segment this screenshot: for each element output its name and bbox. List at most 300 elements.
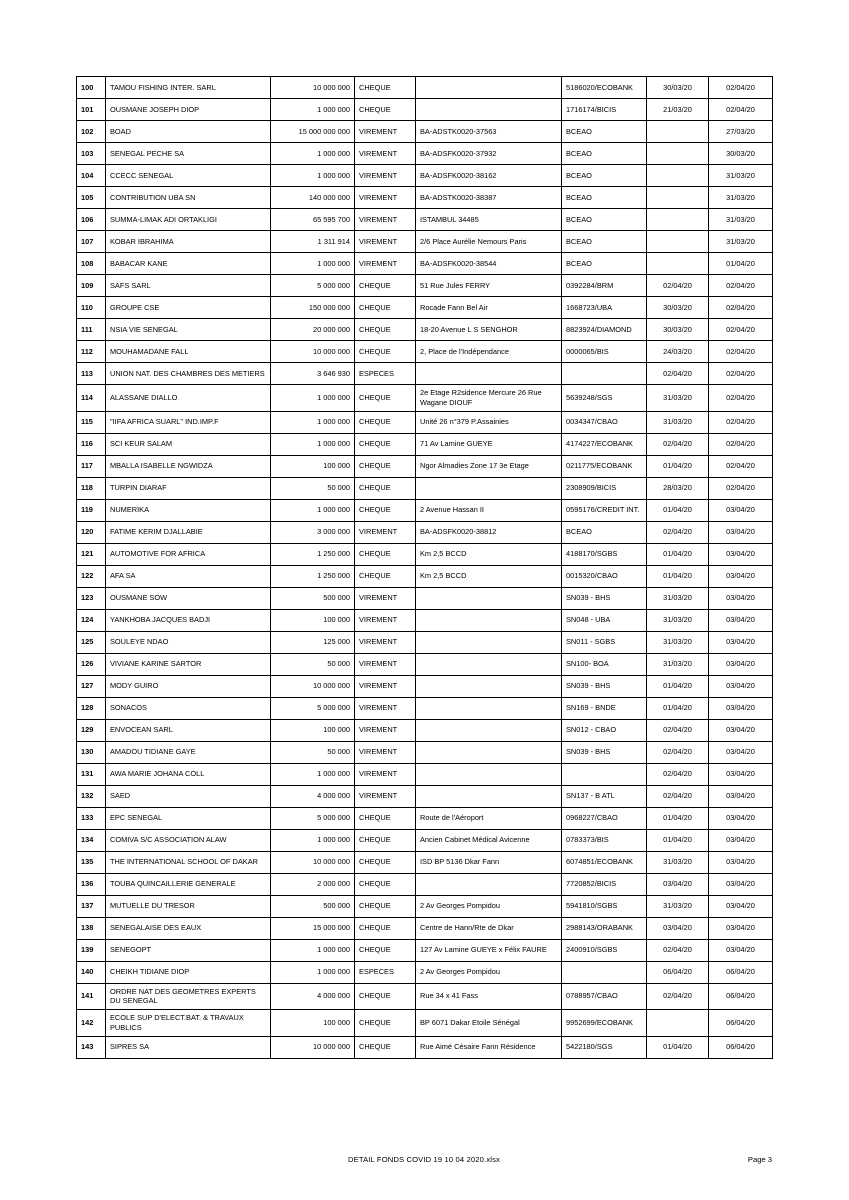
amount: 2 000 000 [271,873,355,895]
beneficiary-name: ENVOCEAN SARL [106,719,271,741]
amount: 1 000 000 [271,165,355,187]
row-number: 143 [77,1036,106,1058]
address: ISD BP 5136 Dkar Fann [416,851,562,873]
address: 2 Avenue Hassan II [416,499,562,521]
bank-reference: 0034347/CBAO [562,411,647,433]
table-row [77,587,773,609]
table-row [77,77,773,99]
amount: 1 311 914 [271,231,355,253]
row-number: 107 [77,231,106,253]
date-received: 02/04/20 [647,275,709,297]
date-received [647,253,709,275]
address [416,785,562,807]
row-number: 113 [77,363,106,385]
date-received: 06/04/20 [647,961,709,983]
address: 127 Av Lamine GUEYE x Félix FAURE [416,939,562,961]
bank-reference: SN039 - BHS [562,587,647,609]
amount: 3 646 930 [271,363,355,385]
date-received: 02/04/20 [647,521,709,543]
amount: 150 000 000 [271,297,355,319]
beneficiary-name: SUMMA-LIMAK ADI ORTAKLIGI [106,209,271,231]
table-row [77,895,773,917]
date-recorded: 03/04/20 [709,851,773,873]
table-row [77,411,773,433]
table-row [77,565,773,587]
payment-mode: CHEQUE [355,939,416,961]
row-number: 137 [77,895,106,917]
date-recorded: 03/04/20 [709,653,773,675]
row-number: 134 [77,829,106,851]
footer-page-number: Page 3 [747,1155,772,1164]
bank-reference: 4188170/SGBS [562,543,647,565]
payment-mode: CHEQUE [355,565,416,587]
amount: 20 000 000 [271,319,355,341]
row-number: 124 [77,609,106,631]
date-received: 30/03/20 [647,319,709,341]
date-recorded: 02/04/20 [709,297,773,319]
date-recorded: 02/04/20 [709,275,773,297]
address: BA-ADSFK0020-37932 [416,143,562,165]
address [416,363,562,385]
date-recorded: 02/04/20 [709,455,773,477]
date-received: 30/03/20 [647,297,709,319]
date-recorded: 02/04/20 [709,99,773,121]
beneficiary-name: COMIVA S/C ASSOCIATION ALAW [106,829,271,851]
table-row [77,697,773,719]
date-received: 02/04/20 [647,763,709,785]
bank-reference: BCEAO [562,187,647,209]
amount: 1 000 000 [271,939,355,961]
row-number: 133 [77,807,106,829]
bank-reference: 5422180/SGS [562,1036,647,1058]
date-recorded: 03/04/20 [709,807,773,829]
address [416,653,562,675]
table-row [77,433,773,455]
payment-mode: VIREMENT [355,697,416,719]
beneficiary-name: SONACOS [106,697,271,719]
address [416,719,562,741]
footer-document-title: DETAIL FONDS COVID 19 10 04 2020.xlsx [348,1155,500,1164]
table-row [77,653,773,675]
date-received: 31/03/20 [647,609,709,631]
bank-reference: 0015320/CBAO [562,565,647,587]
payment-mode: CHEQUE [355,385,416,412]
table-row [77,499,773,521]
address [416,99,562,121]
date-recorded: 03/04/20 [709,763,773,785]
amount: 1 000 000 [271,143,355,165]
date-recorded: 02/04/20 [709,341,773,363]
bank-reference [562,363,647,385]
address: 2e Etage R2sidence Mercure 26 Rue Wagane DIOUF [416,385,562,412]
beneficiary-name: KOBAR IBRAHIMA [106,231,271,253]
amount: 1 000 000 [271,253,355,275]
table-row [77,961,773,983]
table-row [77,341,773,363]
address [416,697,562,719]
payment-mode: VIREMENT [355,763,416,785]
amount: 50 000 [271,477,355,499]
date-received: 31/03/20 [647,587,709,609]
row-number: 103 [77,143,106,165]
row-number: 125 [77,631,106,653]
bank-reference: BCEAO [562,231,647,253]
beneficiary-name: OUSMANE SOW [106,587,271,609]
payment-mode: CHEQUE [355,807,416,829]
bank-reference: SN137 - B ATL [562,785,647,807]
date-received: 03/04/20 [647,917,709,939]
beneficiary-name: GROUPE CSE [106,297,271,319]
payment-mode: VIREMENT [355,253,416,275]
bank-reference: 1716174/BICIS [562,99,647,121]
date-recorded: 02/04/20 [709,363,773,385]
beneficiary-name: BABACAR KANE [106,253,271,275]
table-row [77,209,773,231]
amount: 65 595 700 [271,209,355,231]
table-row [77,187,773,209]
beneficiary-name: NUMERIKA [106,499,271,521]
payment-mode: VIREMENT [355,143,416,165]
table-row [77,675,773,697]
payment-mode: CHEQUE [355,543,416,565]
date-received: 02/04/20 [647,939,709,961]
bank-reference: 8823924/DIAMOND [562,319,647,341]
beneficiary-name: "IIFA AFRICA SUARL" IND.IMP.F [106,411,271,433]
row-number: 112 [77,341,106,363]
amount: 1 000 000 [271,961,355,983]
address [416,631,562,653]
row-number: 102 [77,121,106,143]
date-recorded: 27/03/20 [709,121,773,143]
date-recorded: 03/04/20 [709,785,773,807]
beneficiary-name: SAFS SARL [106,275,271,297]
bank-reference: SN100- BOA [562,653,647,675]
row-number: 118 [77,477,106,499]
row-number: 105 [77,187,106,209]
bank-reference: 0788957/CBAO [562,983,647,1010]
beneficiary-name: MOUHAMADANE FALL [106,341,271,363]
table-row [77,851,773,873]
date-recorded: 06/04/20 [709,983,773,1010]
payment-mode: CHEQUE [355,433,416,455]
payment-mode: CHEQUE [355,275,416,297]
bank-reference: SN039 - BHS [562,675,647,697]
payment-mode: VIREMENT [355,121,416,143]
date-recorded: 02/04/20 [709,319,773,341]
date-recorded: 30/03/20 [709,143,773,165]
beneficiary-name: AUTOMOTIVE FOR AFRICA [106,543,271,565]
bank-reference: BCEAO [562,521,647,543]
amount: 100 000 [271,719,355,741]
table-row [77,543,773,565]
row-number: 109 [77,275,106,297]
payment-mode: CHEQUE [355,411,416,433]
payment-mode: VIREMENT [355,165,416,187]
date-received [647,231,709,253]
table-row [77,939,773,961]
bank-reference: SN169 - BNDE [562,697,647,719]
amount: 10 000 000 [271,341,355,363]
amount: 1 000 000 [271,411,355,433]
date-recorded: 03/04/20 [709,675,773,697]
address: 2, Place de l'Indépendance [416,341,562,363]
row-number: 116 [77,433,106,455]
row-number: 120 [77,521,106,543]
row-number: 130 [77,741,106,763]
payment-mode: VIREMENT [355,587,416,609]
address: 18-20 Avenue L S SENGHOR [416,319,562,341]
date-received: 01/04/20 [647,1036,709,1058]
bank-reference: BCEAO [562,253,647,275]
payment-mode: VIREMENT [355,521,416,543]
beneficiary-name: EPC SENEGAL [106,807,271,829]
table-row [77,917,773,939]
date-received: 02/04/20 [647,983,709,1010]
payment-mode: CHEQUE [355,99,416,121]
date-recorded: 03/04/20 [709,499,773,521]
table-row [77,983,773,1010]
address: Rocade Fann Bel Air [416,297,562,319]
amount: 1 000 000 [271,385,355,412]
date-received: 31/03/20 [647,895,709,917]
amount: 50 000 [271,653,355,675]
row-number: 127 [77,675,106,697]
address [416,77,562,99]
date-received: 30/03/20 [647,77,709,99]
address: Rue 34 x 41 Fass [416,983,562,1010]
table-row [77,521,773,543]
amount: 1 000 000 [271,99,355,121]
date-received: 02/04/20 [647,363,709,385]
date-recorded: 03/04/20 [709,719,773,741]
address: Km 2,5 BCCD [416,565,562,587]
address: BA-ADSFK0020-38812 [416,521,562,543]
page-footer [76,1155,772,1175]
row-number: 101 [77,99,106,121]
row-number: 121 [77,543,106,565]
date-recorded: 03/04/20 [709,895,773,917]
date-recorded: 02/04/20 [709,433,773,455]
bank-reference: BCEAO [562,165,647,187]
date-received: 31/03/20 [647,631,709,653]
bank-reference: 4174227/ECOBANK [562,433,647,455]
date-received: 31/03/20 [647,411,709,433]
address [416,609,562,631]
date-recorded: 03/04/20 [709,543,773,565]
date-recorded: 03/04/20 [709,609,773,631]
payment-mode: VIREMENT [355,785,416,807]
table-row [77,297,773,319]
table-row [77,99,773,121]
payment-mode: VIREMENT [355,631,416,653]
amount: 3 000 000 [271,521,355,543]
beneficiary-name: AWA MARIE JOHANA COLL [106,763,271,785]
row-number: 139 [77,939,106,961]
table-row [77,1010,773,1037]
date-received [647,143,709,165]
date-recorded: 31/03/20 [709,209,773,231]
amount: 125 000 [271,631,355,653]
beneficiary-name: SIPRES SA [106,1036,271,1058]
address [416,741,562,763]
bank-reference: 0783373/BIS [562,829,647,851]
amount: 10 000 000 [271,851,355,873]
bank-reference: SN048 - UBA [562,609,647,631]
row-number: 123 [77,587,106,609]
row-number: 135 [77,851,106,873]
beneficiary-name: MUTUELLE DU TRESOR [106,895,271,917]
amount: 100 000 [271,455,355,477]
payment-mode: VIREMENT [355,209,416,231]
table-row [77,719,773,741]
address [416,587,562,609]
date-received [647,165,709,187]
beneficiary-name: CONTRIBUTION UBA SN [106,187,271,209]
address: BA-ADSFK0020-38544 [416,253,562,275]
amount: 500 000 [271,587,355,609]
payment-mode: ESPECES [355,961,416,983]
beneficiary-name: BOAD [106,121,271,143]
amount: 1 250 000 [271,543,355,565]
amount: 5 000 000 [271,275,355,297]
date-received [647,187,709,209]
table-row [77,477,773,499]
amount: 4 000 000 [271,785,355,807]
beneficiary-name: ALASSANE DIALLO [106,385,271,412]
date-recorded: 03/04/20 [709,697,773,719]
beneficiary-name: ORDRE NAT DES GEOMETRES EXPERTS DU SENEGAL [106,983,271,1010]
address: Ancien Cabinet Médical Avicenne [416,829,562,851]
address: 2 Av Georges Pompidou [416,961,562,983]
beneficiary-name: AFA SA [106,565,271,587]
date-recorded: 03/04/20 [709,565,773,587]
date-received: 02/04/20 [647,785,709,807]
address: BA-ADSFK0020-38162 [416,165,562,187]
table-row [77,165,773,187]
date-recorded: 03/04/20 [709,521,773,543]
date-recorded: 06/04/20 [709,1036,773,1058]
date-recorded: 02/04/20 [709,385,773,412]
row-number: 142 [77,1010,106,1037]
beneficiary-name: TAMOU FISHING INTER. SARL [106,77,271,99]
row-number: 119 [77,499,106,521]
bank-reference [562,961,647,983]
payment-mode: CHEQUE [355,455,416,477]
ledger-table [76,76,773,1059]
date-recorded: 31/03/20 [709,187,773,209]
date-recorded: 02/04/20 [709,77,773,99]
row-number: 100 [77,77,106,99]
beneficiary-name: SAED [106,785,271,807]
amount: 140 000 000 [271,187,355,209]
beneficiary-name: OUSMANE JOSEPH DIOP [106,99,271,121]
amount: 1 000 000 [271,829,355,851]
address: BP 6071 Dakar Etoile Sénégal [416,1010,562,1037]
payment-mode: CHEQUE [355,1036,416,1058]
beneficiary-name: SCI KEUR SALAM [106,433,271,455]
date-recorded: 31/03/20 [709,231,773,253]
table-row [77,631,773,653]
payment-mode: ESPECES [355,363,416,385]
address: BA-ADSTK0020-38387 [416,187,562,209]
beneficiary-name: AMADOU TIDIANE GAYE [106,741,271,763]
table-row [77,829,773,851]
row-number: 108 [77,253,106,275]
address: Unité 26 n°379 P.Assainies [416,411,562,433]
date-received: 01/04/20 [647,499,709,521]
table-row [77,253,773,275]
table-row [77,609,773,631]
amount: 1 000 000 [271,433,355,455]
date-received: 01/04/20 [647,455,709,477]
payment-mode: CHEQUE [355,895,416,917]
bank-reference: 6074851/ECOBANK [562,851,647,873]
row-number: 110 [77,297,106,319]
date-received [647,121,709,143]
date-recorded: 03/04/20 [709,917,773,939]
row-number: 140 [77,961,106,983]
bank-reference: 1668723/UBA [562,297,647,319]
beneficiary-name: TOUBA QUINCAILLERIE GENERALE [106,873,271,895]
date-received: 24/03/20 [647,341,709,363]
amount: 5 000 000 [271,807,355,829]
bank-reference: 2400910/SGBS [562,939,647,961]
amount: 50 000 [271,741,355,763]
beneficiary-name: CCECC SENEGAL [106,165,271,187]
row-number: 122 [77,565,106,587]
row-number: 115 [77,411,106,433]
address: 71 Av Lamine GUEYE [416,433,562,455]
amount: 100 000 [271,1010,355,1037]
date-received: 31/03/20 [647,653,709,675]
amount: 500 000 [271,895,355,917]
row-number: 104 [77,165,106,187]
address [416,873,562,895]
bank-reference: 5186020/ECOBANK [562,77,647,99]
table-row [77,275,773,297]
row-number: 129 [77,719,106,741]
date-recorded: 03/04/20 [709,631,773,653]
date-received: 01/04/20 [647,697,709,719]
bank-reference: 2988143/ORABANK [562,917,647,939]
payment-mode: VIREMENT [355,187,416,209]
beneficiary-name: MODY GUIRO [106,675,271,697]
bank-reference: 0968227/CBAO [562,807,647,829]
bank-reference: BCEAO [562,143,647,165]
payment-mode: CHEQUE [355,851,416,873]
date-recorded: 06/04/20 [709,961,773,983]
payment-mode: CHEQUE [355,917,416,939]
row-number: 106 [77,209,106,231]
table-row [77,763,773,785]
address: ISTAMBUL 34485 [416,209,562,231]
ledger-table-container [76,76,772,1059]
table-row [77,455,773,477]
payment-mode: CHEQUE [355,873,416,895]
table-row [77,873,773,895]
row-number: 141 [77,983,106,1010]
row-number: 111 [77,319,106,341]
bank-reference: 0000065/BIS [562,341,647,363]
address: 51 Rue Jules FERRY [416,275,562,297]
row-number: 114 [77,385,106,412]
date-recorded: 03/04/20 [709,829,773,851]
address: Ngor Almadies Zone 17 3e Etage [416,455,562,477]
beneficiary-name: UNION NAT. DES CHAMBRES DES METIERS [106,363,271,385]
payment-mode: CHEQUE [355,341,416,363]
amount: 5 000 000 [271,697,355,719]
bank-reference: 2308909/BICIS [562,477,647,499]
